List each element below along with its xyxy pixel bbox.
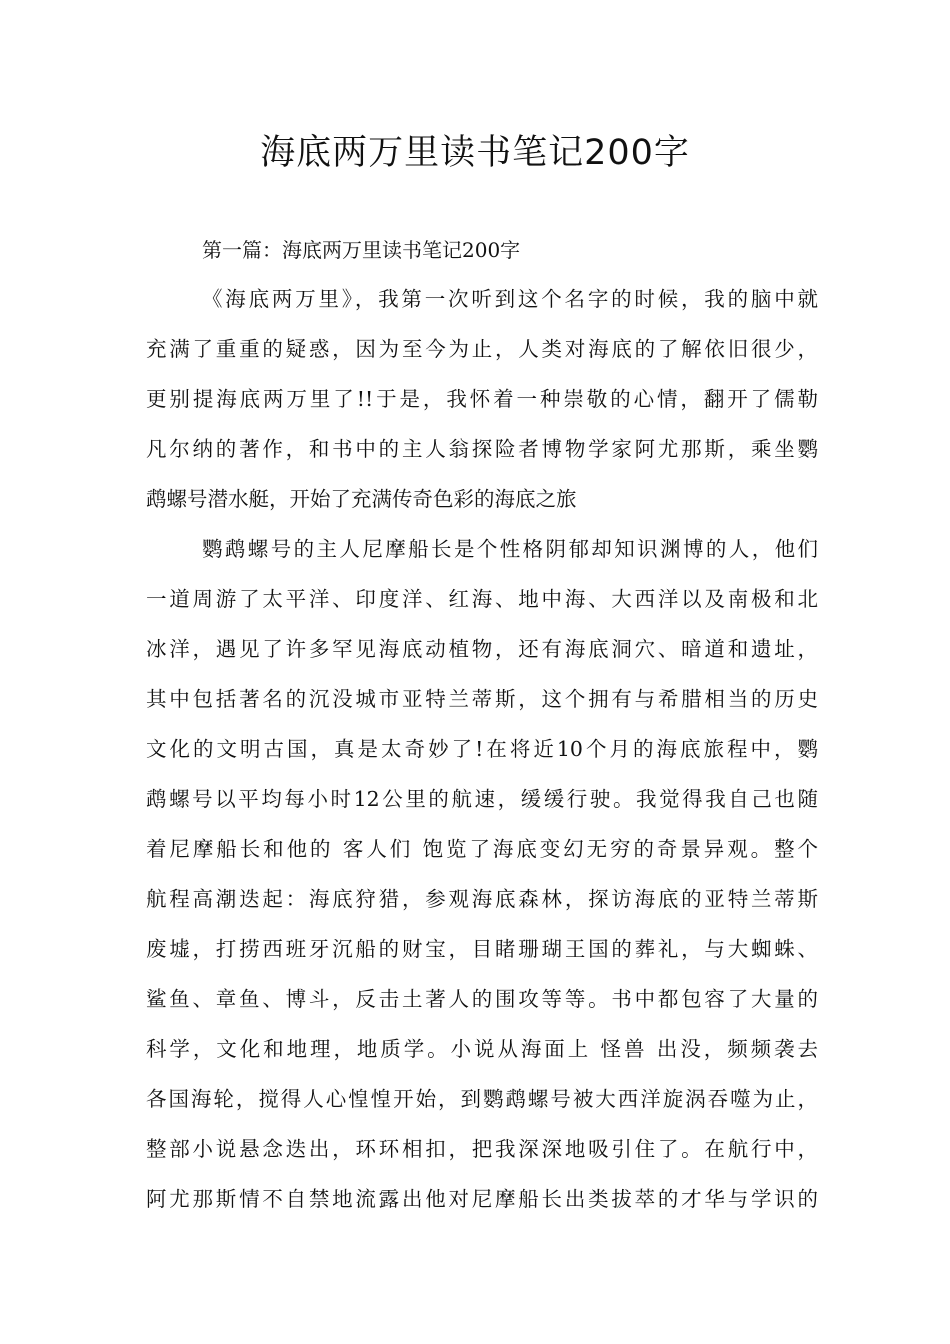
paragraph-line: 阿尤那斯情不自禁地流露出他对尼摩船长出类拔萃的才华与学识的	[146, 1187, 818, 1211]
paragraph-2	[146, 524, 818, 1224]
paragraph-line: 鲨鱼、章鱼、博斗，反击土著人的围攻等等。书中都包容了大量的	[146, 987, 818, 1011]
paragraph-line: 各国海轮，搅得人心惶惶开始，到鹦鹉螺号被大西洋旋涡吞噬为止，	[146, 1087, 818, 1111]
paragraph-line: 着尼摩船长和他的 客人们 饱览了海底变幻无穷的奇景异观。整个	[146, 837, 818, 861]
paragraph-line: 更别提海底两万里了!!于是，我怀着一种崇敬的心情，翻开了儒勒	[146, 387, 818, 411]
document-title: 海底两万里读书笔记200字	[260, 133, 690, 173]
paragraph-line: 鹉螺号潜水艇，开始了充满传奇色彩的海底之旅	[146, 487, 577, 511]
paragraph-line: 其中包括著名的沉没城市亚特兰蒂斯，这个拥有与希腊相当的历史	[146, 687, 818, 711]
paragraph-line: 冰洋，遇见了许多罕见海底动植物，还有海底洞穴、暗道和遗址，	[146, 637, 818, 661]
paragraph-line: 鹉螺号以平均每小时12公里的航速，缓缓行驶。我觉得我自己也随	[146, 787, 818, 811]
paragraph-line: 凡尔纳的著作，和书中的主人翁探险者博物学家阿尤那斯，乘坐鹦	[146, 437, 818, 461]
paragraph-line: 整部小说悬念迭出，环环相扣，把我深深地吸引住了。在航行中，	[146, 1137, 818, 1161]
paragraph-line: 一道周游了太平洋、印度洋、红海、地中海、大西洋以及南极和北	[146, 587, 818, 611]
paragraph-line: 文化的文明古国，真是太奇妙了!在将近10个月的海底旅程中，鹦	[146, 737, 818, 761]
paragraph-line: 科学，文化和地理，地质学。小说从海面上 怪兽 出没，频频袭去	[146, 1037, 818, 1061]
paragraph-line: 鹦鹉螺号的主人尼摩船长是个性格阴郁却知识渊博的人，他们	[202, 537, 818, 561]
paragraph-1	[146, 274, 818, 524]
paragraph-line: 充满了重重的疑惑，因为至今为止，人类对海底的了解依旧很少，	[146, 337, 818, 361]
paragraph-line: 《海底两万里》，我第一次听到这个名字的时候，我的脑中就	[202, 287, 818, 311]
paragraph-line: 航程高潮迭起：海底狩猎，参观海底森林，探访海底的亚特兰蒂斯	[146, 887, 818, 911]
section-heading: 第一篇：海底两万里读书笔记200字	[202, 238, 521, 262]
paragraph-line: 废墟，打捞西班牙沉船的财宝，目睹珊瑚王国的葬礼，与大蜘蛛、	[146, 937, 818, 961]
